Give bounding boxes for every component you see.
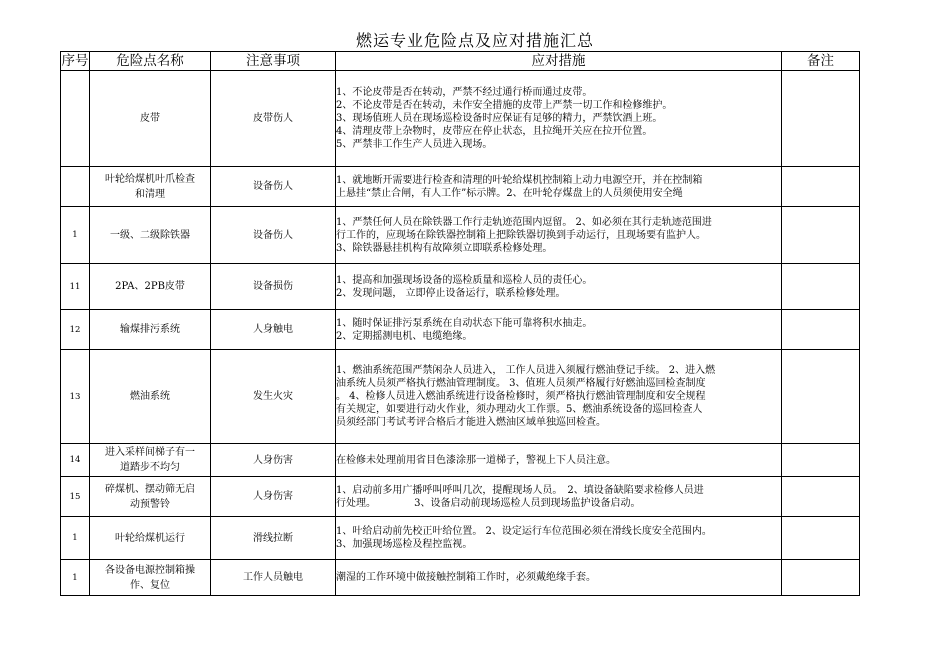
hazard-name-line: 燃油系统 (130, 391, 170, 402)
measure-line: 2、发现问题， 立即停止设备运行，联系检修处理。 (336, 287, 566, 299)
hazard-name-line: 动预警铃 (130, 498, 170, 510)
table-row (61, 71, 860, 167)
table-row (61, 310, 860, 350)
table-body (61, 71, 860, 596)
hazard-name-line: 进入采样间梯子有一 (105, 447, 195, 458)
hazard-name-line: 和清理 (135, 188, 165, 200)
measure-line: 3、加强现场巡检及程控监视。 (336, 539, 473, 550)
precaution: 设备伤人 (211, 167, 336, 207)
hazard-name-line: 一级、二级除铁器 (110, 229, 190, 241)
hazard-name-line: 皮带 (140, 113, 160, 124)
remark (782, 167, 860, 207)
hazard-name (90, 350, 211, 444)
table-row (61, 444, 860, 477)
precaution: 设备伤人 (211, 207, 336, 264)
precaution: 工作人员触电 (211, 560, 336, 596)
measure-line: 1、提高和加强现场设备的巡检质量和巡检人员的责任心。 (336, 274, 593, 286)
measure-line: 1、启动前多用广播呼叫呼叫几次，提醒现场人员。 2、填设备缺陷要求检修人员进 (336, 484, 704, 496)
table-row (61, 167, 860, 207)
header-no: 序号 (61, 53, 89, 69)
hazard-name-line: 各设备电源控制箱操 (105, 564, 195, 576)
table-row (61, 517, 860, 560)
measure-line: 行工作的，应现场在除铁器控制箱上把除铁器切换到手动运行，且现场要有监护人。 (336, 229, 706, 241)
hazard-name (90, 71, 211, 167)
countermeasures (336, 350, 782, 444)
table-row (61, 350, 860, 444)
measure-line: 1、不论皮带是否在转动，严禁不经过通行桥而通过皮带。 (336, 87, 593, 98)
hazard-table (60, 51, 860, 596)
remark (782, 264, 860, 310)
hazard-name-line: 输煤排污系统 (120, 324, 180, 335)
header-remark: 备注 (782, 52, 860, 71)
measure-line: 1、就地断开需要进行检查和清理的叶轮给煤机控制箱上动力电源空开，并在控制箱 (336, 174, 703, 186)
header-row (61, 52, 860, 71)
remark (782, 560, 860, 596)
countermeasures (336, 477, 782, 517)
precaution: 人身伤害 (211, 444, 336, 477)
countermeasures (336, 167, 782, 207)
measure-line: 行处理。 3、设备启动前现场巡检人员到现场监护设备启动。 (336, 497, 641, 509)
row-number: 1 (61, 207, 90, 264)
hazard-name (90, 207, 211, 264)
row-number: 11 (61, 264, 90, 310)
row-number: 12 (61, 310, 90, 350)
page-title: 燃运专业危险点及应对措施汇总 (355, 31, 594, 50)
measure-line: 1、叶给启动前先校正叶给位置。 2、设定运行车位范围必须在滑线长度安全范围内。 (336, 526, 712, 537)
hazard-name (90, 477, 211, 517)
hazard-name-line: 作、复位 (130, 579, 170, 591)
remark (782, 71, 860, 167)
measure-line: 上悬挂“禁止合闸，有人工作”标示牌。2、在叶轮存煤盘上的人员须使用安全绳 (336, 187, 683, 199)
hazard-name (90, 264, 211, 310)
measure-line: 在检修未处理前用省目色漆涂那一道梯子，警视上下人员注意。 (336, 454, 616, 466)
countermeasures (336, 560, 782, 596)
row-number (61, 71, 90, 167)
precaution: 设备损伤 (211, 264, 336, 310)
measure-line: 。 4、检修人员进入燃油系统进行设备检修时，须严格执行燃油管理制度和安全规程 (336, 391, 706, 402)
table-row (61, 207, 860, 264)
precaution: 滑线拉断 (211, 517, 336, 560)
row-number: 15 (61, 477, 90, 517)
remark (782, 310, 860, 350)
remark (782, 444, 860, 477)
measure-line: 3、除铁器悬挂机构有故障须立即联系检修处理。 (336, 242, 553, 254)
hazard-name-line: 道踏步不均匀 (120, 462, 180, 473)
hazard-name-line: 叶轮给煤机叶爪检查 (105, 173, 195, 185)
hazard-name-line: 2PA、2PB皮带 (115, 281, 185, 292)
row-number: 1 (61, 560, 90, 596)
remark (782, 477, 860, 517)
remark (782, 350, 860, 444)
measure-line: 员须经部门考试考评合格后才能进入燃油区域单独巡回检查。 (336, 417, 606, 428)
countermeasures (336, 207, 782, 264)
hazard-name (90, 167, 211, 207)
remark (782, 207, 860, 264)
hazard-name (90, 444, 211, 477)
hazard-name (90, 310, 211, 350)
precaution: 发生火灾 (211, 350, 336, 444)
countermeasures (336, 310, 782, 350)
table-row (61, 560, 860, 596)
measure-line: 2、定期摇测电机、电缆绝缘。 (336, 330, 473, 342)
header-measures: 应对措施 (336, 52, 782, 71)
measure-line: 1、随时保证排污泵系统在自动状态下能可靠将积水抽走。 (336, 317, 593, 329)
remark (782, 517, 860, 560)
precaution: 皮带伤人 (211, 71, 336, 167)
row-number: 13 (61, 350, 90, 444)
measure-line: 潮湿的工作环境中做接触控制箱工作时，必须戴绝缘手套。 (336, 572, 596, 583)
countermeasures (336, 517, 782, 560)
hazard-name-line: 叶轮给煤机运行 (115, 532, 185, 544)
measure-line: 1、严禁任何人员在除铁器工作行走轨迹范围内逗留。 2、如必须在其行走轨迹范围进 (336, 216, 712, 228)
countermeasures (336, 71, 782, 167)
hazard-name (90, 517, 211, 560)
precaution: 人身伤害 (211, 477, 336, 517)
precaution: 人身触电 (211, 310, 336, 350)
measure-line: 2、不论皮带是否在转动，未作安全措施的皮带上严禁一切工作和检修维护。 (336, 100, 673, 111)
measure-line: 有关规定，如要进行动火作业，须办理动火工作票。5、燃油系统设备的巡回检查人 (336, 404, 703, 415)
countermeasures (336, 444, 782, 477)
hazard-name (90, 560, 211, 596)
row-number: 1 (61, 517, 90, 560)
header-note: 注意事项 (211, 52, 336, 71)
measure-line: 1、燃油系统范围严禁闲杂人员进入， 工作人员进入须履行燃油登记手续。 2、进入燃 (336, 365, 716, 376)
header-name: 危险点名称 (90, 52, 211, 71)
measure-line: 4、清理皮带上杂物时，皮带应在停止状态，且拉绳开关应在拉开位置。 (336, 126, 653, 137)
table-row (61, 264, 860, 310)
table-row (61, 477, 860, 517)
measure-line: 5、严禁非工作生产人员进入现场。 (336, 139, 493, 150)
row-number (61, 167, 90, 207)
hazard-name-line: 碎煤机、摆动筛无启 (105, 483, 195, 495)
countermeasures (336, 264, 782, 310)
measure-line: 油系统人员须严格执行燃油管理制度。 3、值班人员须严格履行好燃油巡回检查制度 (336, 378, 706, 389)
row-number: 14 (61, 444, 90, 477)
measure-line: 3、现场值班人员在现场巡检设备时应保证有足够的精力，严禁饮酒上班。 (336, 113, 663, 124)
